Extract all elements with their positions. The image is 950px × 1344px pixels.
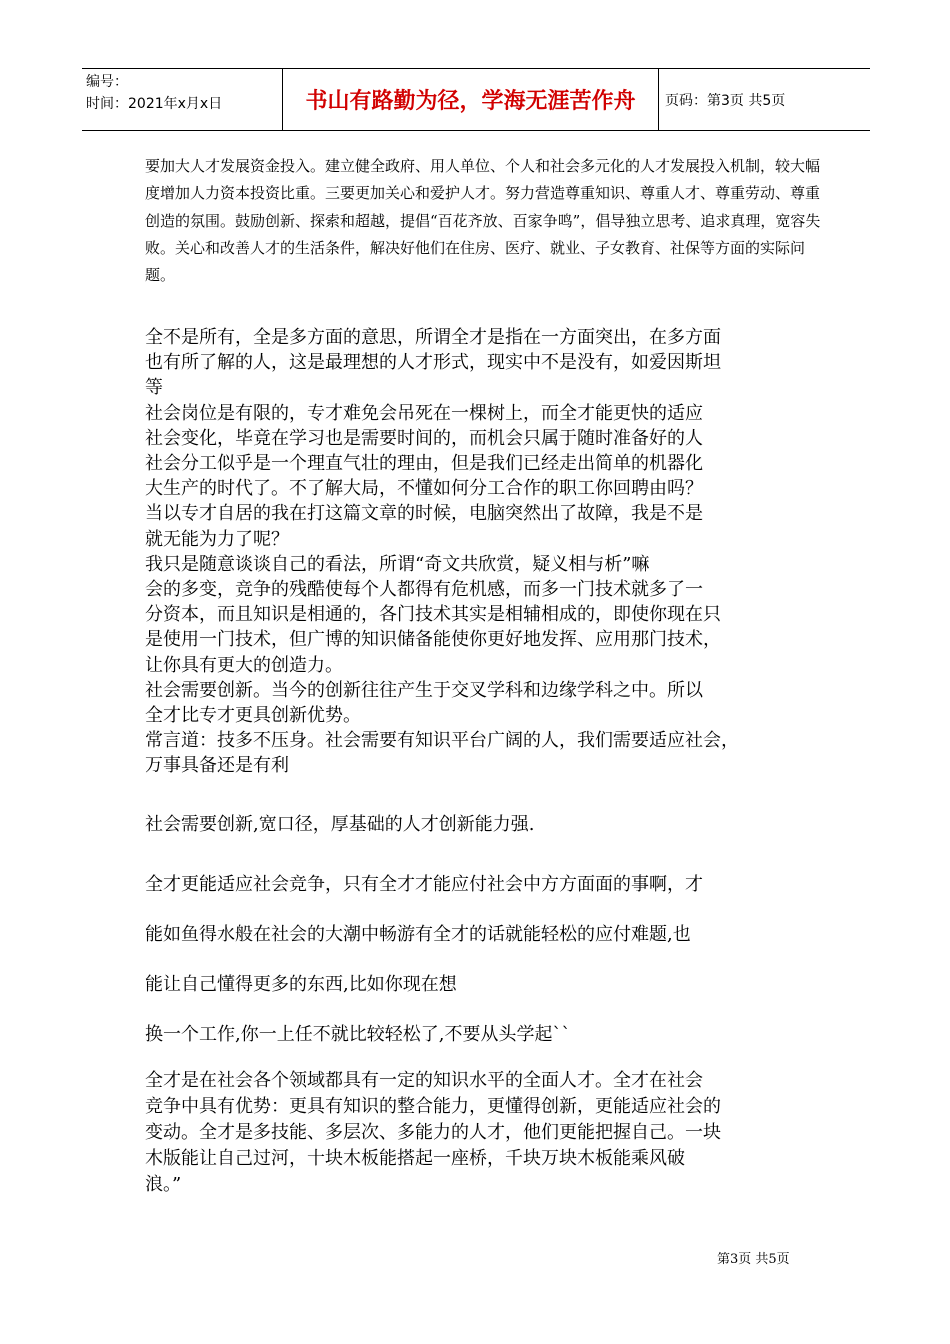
text-line: 大生产的时代了。不了解大局，不懂如何分工合作的职工你回聘由吗？ [145,478,703,500]
header-time-label: 时间：2021年x月x日 [86,96,223,112]
text-line: 换一个工作,你一上任不就比较轻松了,不要从头学起`` [145,1024,571,1045]
header-motto: 书山有路勤为径，学海无涯苦作舟 [282,69,659,130]
text-line: 我只是随意谈谈自己的看法，所谓“奇文共欣赏，疑义相与析”嘛 [145,553,650,575]
text-line: 会的多变，竞争的残酷使每个人都得有危机感，而多一门技术就多了一 [145,579,703,601]
text-line: 社会需要创新,宽口径，厚基础的人才创新能力强. [145,814,535,835]
text-block-4 [145,1068,825,1198]
page-footer: 第3页 共5页 [717,1252,790,1267]
text-block-2 [145,812,825,838]
page-header [82,68,870,131]
header-meta [82,69,282,130]
text-block-1 [145,325,825,779]
text-line: 能如鱼得水般在社会的大潮中畅游有全才的话就能轻松的应付难题,也 [145,924,691,945]
text-line: 全才更能适应社会竞争，只有全才才能应付社会中方方面面的事啊，才 [145,874,703,895]
text-line: 社会需要创新。当今的创新往往产生于交叉学科和边缘学科之中。所以 [145,679,703,701]
text-line: 社会变化，毕竟在学习也是需要时间的，而机会只属于随时准备好的人 [145,427,703,449]
text-line: 当以专才自居的我在打这篇文章的时候，电脑突然出了故障，我是不是 [145,503,703,525]
text-line: 全不是所有，全是多方面的意思，所谓全才是指在一方面突出，在多方面 [145,327,721,348]
text-line: 社会分工似乎是一个理直气壮的理由，但是我们已经走出简单的机器化 [145,453,703,475]
text-line: 分资本，而且知识是相通的，各门技术其实是相辅相成的，即使你现在只 [145,604,721,626]
text-line: 变动。全才是多技能、多层次、多能力的人才，他们更能把握自己。一块 [145,1122,721,1143]
intro-paragraph: 要加大人才发展资金投入。建立健全政府、用人单位、个人和社会多元化的人才发展投入机制，较大幅度增加人力资本投资比重。三要更加关心和爱护人才。努力营造尊重知识、尊重人才、尊重劳动、尊重创造的氛围。鼓励创新、探索和超越，提倡“百花齐放、百家争鸣”，倡导独立思考、追求真理，宽容失败。关心和改善人才的生活条件，解决好他们在住房、医疗、就业、子女教育、社保等方面的实际问题。 [145,157,821,285]
header-page-info: 页码：第3页 共5页 [665,92,786,109]
text-line: 等 [145,377,163,399]
text-line: 是使用一门技术，但广博的知识储备能使你更好地发挥、应用那门技术， [145,629,721,651]
text-line: 浪。” [145,1174,182,1195]
text-line: 让你具有更大的创造力。 [145,654,343,676]
header-number-label: 编号： [86,74,128,90]
text-line: 常言道：技多不压身。社会需要有知识平台广阔的人，我们需要适应社会， [145,730,739,752]
text-line: 能让自己懂得更多的东西,比如你现在想 [145,974,457,995]
text-line: 就无能为力了呢？ [145,528,289,550]
text-line: 全才是在社会各个领域都具有一定的知识水平的全面人才。全才在社会 [145,1070,703,1091]
text-line: 全才比专才更具创新优势。 [145,705,361,727]
text-line: 竞争中具有优势：更具有知识的整合能力，更懂得创新，更能适应社会的 [145,1096,721,1117]
text-line: 社会岗位是有限的，专才难免会吊死在一棵树上，而全才能更快的适应 [145,402,703,424]
text-line: 也有所了解的人，这是最理想的人才形式，现实中不是没有，如爱因斯坦 [145,352,721,374]
text-line: 木版能让自己过河，十块木板能搭起一座桥，千块万块木板能乘风破 [145,1148,685,1169]
text-line: 万事具备还是有利 [145,755,289,777]
text-block-3 [145,872,825,1072]
